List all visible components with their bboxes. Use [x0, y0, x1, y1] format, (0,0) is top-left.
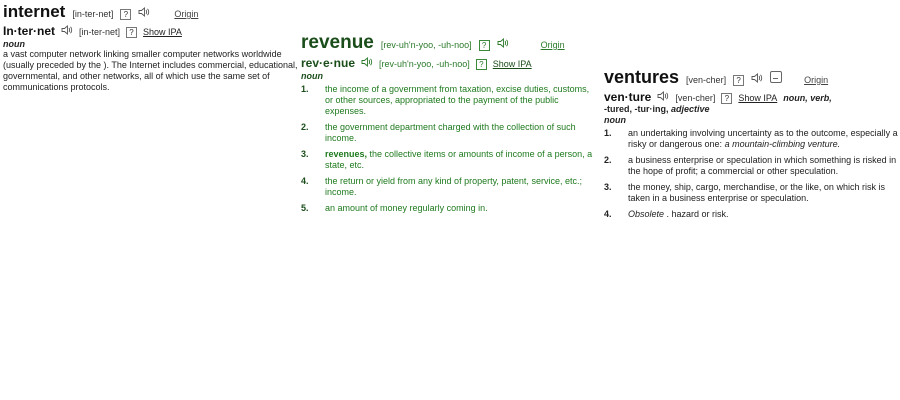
speaker-icon[interactable]	[138, 7, 150, 17]
save-word-icon[interactable]	[770, 71, 782, 83]
definition-item	[301, 176, 599, 198]
speaker-icon[interactable]	[751, 73, 763, 83]
inflection-forms-text: -tured, -tur·ing,	[604, 104, 669, 114]
part-of-speech: noun	[3, 39, 25, 49]
syllabified-word: rev·e·nue	[301, 56, 356, 70]
pronunciation: [in-ter-net]	[79, 27, 121, 37]
syllabified-word: In·ter·net	[3, 24, 55, 38]
definition-list	[301, 84, 599, 214]
pronunciation: [rev-uh'n-yoo, -uh-noo]	[379, 59, 470, 69]
syllabified-row	[301, 56, 599, 70]
inflection-adjective: adjective	[671, 104, 710, 114]
definition-list	[604, 128, 898, 220]
definition-number: 1.	[604, 128, 612, 138]
usage-label: Obsolete	[628, 209, 665, 219]
syllabified-row	[604, 90, 898, 104]
speaker-icon[interactable]	[361, 57, 373, 67]
definition-item	[604, 128, 898, 150]
pronunciation: [ven-cher]	[675, 93, 716, 103]
help-icon[interactable]: ?	[479, 40, 490, 51]
entry-card-internet	[3, 2, 300, 93]
definition-text: an undertaking involving uncertainty as to the outcome, especially a risky or dangerous one:	[628, 128, 898, 149]
headword-row	[301, 32, 599, 54]
definition-text: the income of a government from taxation, excise duties, customs, or other sources, appropriated to the payment of the public expenses.	[325, 84, 590, 116]
definition-number: 3.	[301, 149, 309, 159]
inflection-forms	[604, 104, 898, 114]
headword: ventures	[604, 67, 680, 87]
definition-item	[604, 155, 898, 177]
origin-link[interactable]: Origin	[174, 9, 199, 19]
definition-item	[301, 84, 599, 117]
show-ipa-link[interactable]: Show IPA	[492, 59, 532, 69]
definition-term: revenues,	[325, 149, 368, 159]
headword: revenue	[301, 32, 374, 53]
help-icon[interactable]: ?	[120, 9, 131, 20]
part-of-speech: noun	[301, 71, 323, 81]
definition-item	[301, 149, 599, 171]
definition-item	[301, 122, 599, 144]
definition-number: 3.	[604, 182, 612, 192]
definition-number: 4.	[604, 209, 612, 219]
definition-number: 2.	[301, 122, 309, 132]
help-icon[interactable]: ?	[733, 75, 744, 86]
entry-card-ventures	[604, 67, 898, 225]
definition-text: a vast computer network linking smaller computer networks worldwide (usually preceded by the ). The Internet includes commercial, educational, governmental, and other networks, all of which use the same set of communications protocols.	[3, 49, 298, 92]
headword-row	[604, 67, 898, 88]
definition-text: the government department charged with the collection of such income.	[325, 122, 576, 143]
definition-text-wrap	[628, 128, 898, 150]
speaker-icon[interactable]	[497, 38, 509, 48]
syllabified-word: ven·ture	[604, 90, 652, 104]
entry-card-revenue	[301, 32, 599, 219]
definition-text-wrap	[325, 149, 599, 171]
help-icon[interactable]: ?	[476, 59, 487, 70]
definition-text: . hazard or risk.	[664, 209, 729, 219]
pronunciation: [in-ter-net]	[72, 9, 114, 19]
headword-row	[3, 2, 300, 22]
definition-text: the collective items or amounts of income of a person, a state, etc.	[325, 149, 593, 170]
syllabified-row	[3, 24, 300, 38]
speaker-icon[interactable]	[657, 91, 669, 101]
origin-link[interactable]: Origin	[804, 75, 829, 85]
definition-text: a business enterprise or speculation in which something is risked in the hope of profit; a commercial or other speculation.	[628, 155, 897, 176]
headword: internet	[3, 2, 66, 21]
definition-number: 1.	[301, 84, 309, 94]
help-icon[interactable]: ?	[126, 27, 137, 38]
inflection-labels: noun, verb,	[783, 93, 832, 103]
help-icon[interactable]: ?	[721, 93, 732, 104]
definition-item	[301, 203, 599, 214]
definition-number: 5.	[301, 203, 309, 213]
speaker-icon[interactable]	[61, 25, 73, 35]
origin-link[interactable]: Origin	[540, 40, 565, 50]
definition-text: the return or yield from any kind of property, patent, service, etc.; income.	[325, 176, 582, 197]
definition-example: a mountain-climbing venture.	[724, 139, 841, 149]
show-ipa-link[interactable]: Show IPA	[738, 93, 778, 103]
definition-text: the money, ship, cargo, merchandise, or the like, on which risk is taken in a business enterprise or speculation.	[628, 182, 885, 203]
definition-text: an amount of money regularly coming in.	[325, 203, 488, 213]
pronunciation: [rev-uh'n-yoo, -uh-noo]	[380, 40, 472, 50]
pronunciation: [ven-cher]	[686, 75, 727, 85]
show-ipa-link[interactable]: Show IPA	[143, 27, 182, 37]
definition-number: 4.	[301, 176, 309, 186]
definition-number: 2.	[604, 155, 612, 165]
definition-text-wrap	[628, 209, 898, 220]
definition-item	[604, 209, 898, 220]
definition-item	[604, 182, 898, 204]
part-of-speech: noun	[604, 115, 626, 125]
